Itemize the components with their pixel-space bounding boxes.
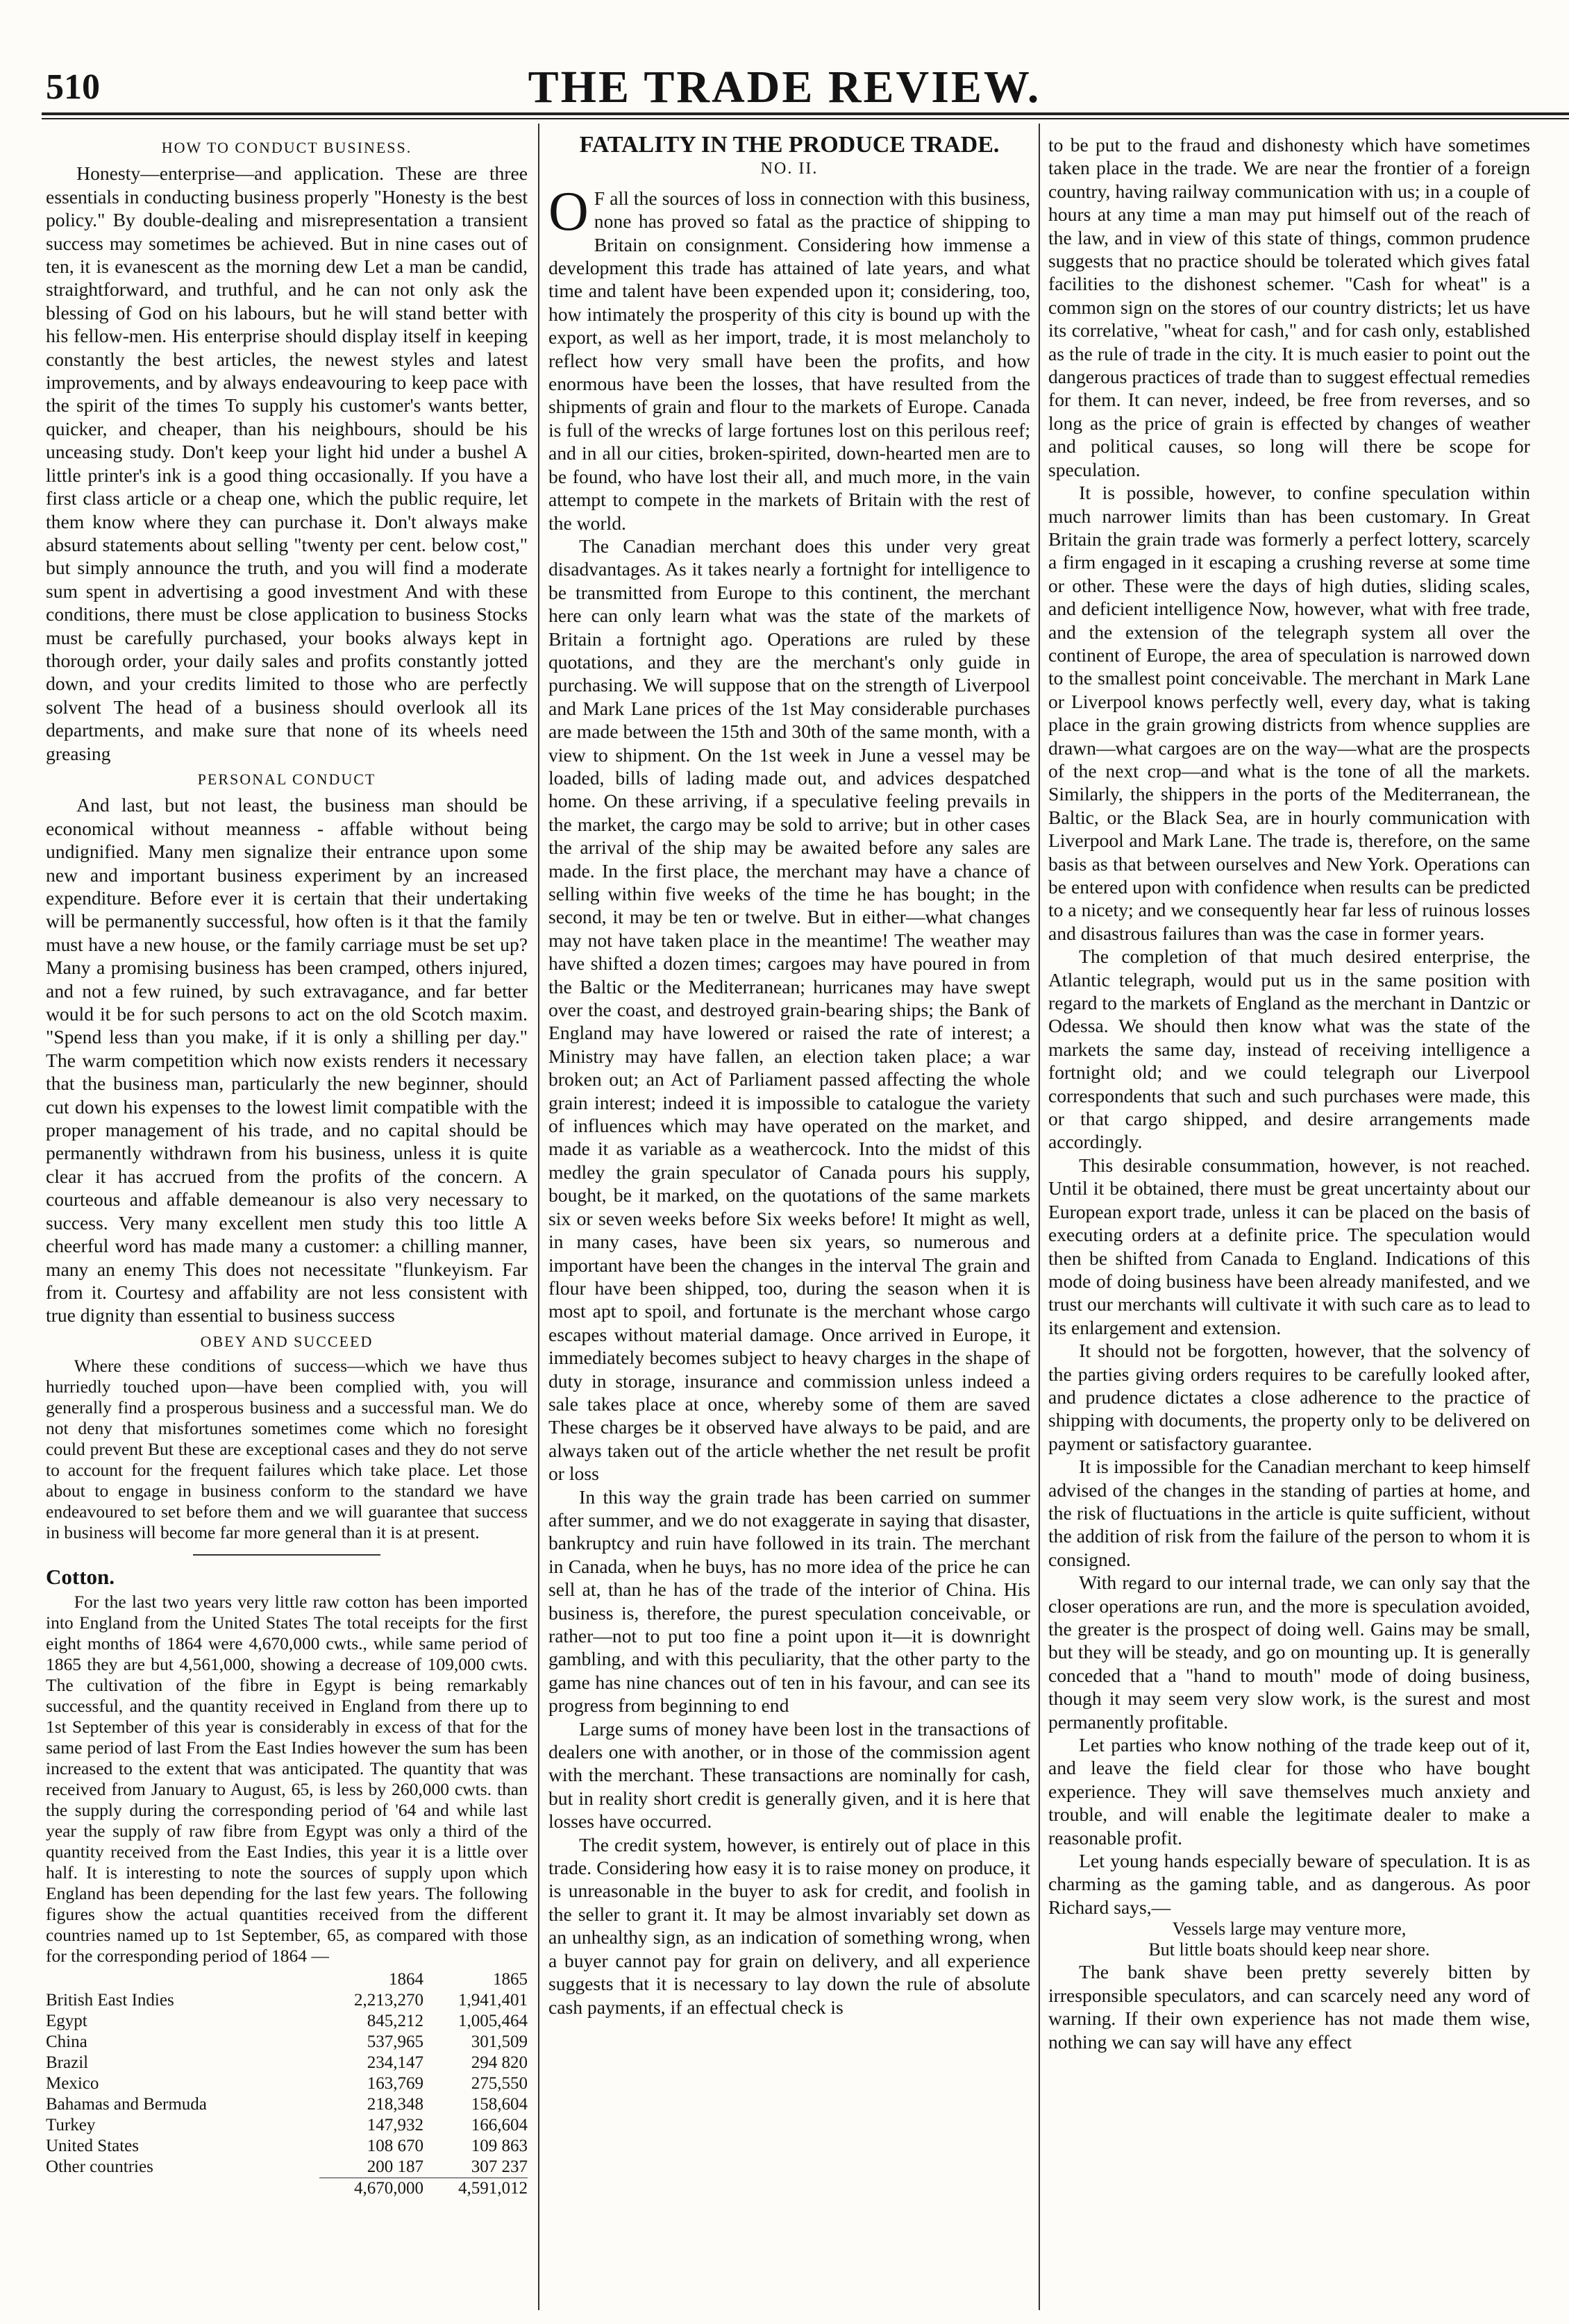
section-subheading: PERSONAL CONDUCT: [197, 770, 376, 788]
paragraph: The credit system, however, is entirely out of place in this trade. Considering how easy it is to raise money on produce, it is unreasonable in the buyer to ask for credit, and foolish in the seller to grant it. It may be almost invariably set down as an unhealthy sign, as an indication of something wrong, when a buyer cannot pay for grain on delivery, and all experience suggests that it is necessary to lay down the rule of absolute cash payments, if an effectual check is: [548, 1833, 1030, 2018]
verse-line: Vessels large may venture more,: [1172, 1919, 1407, 1939]
total-1865: 4,591,012: [423, 2178, 528, 2199]
drop-cap: O: [548, 180, 589, 242]
article-number: NO. II.: [760, 160, 819, 178]
continued-article-title: HOW TO CONDUCT BUSINESS.: [161, 139, 412, 156]
paragraph: to be put to the fraud and dishonesty which have sometimes taken place in the trade. We are near the frontier of a foreign country, having railway communication with us; in a couple of hours at any time a man may put himself out of the reach of the law, and in view of this state of things, common prudence suggests that no practice should be tolerated which gives fatal facilities to the dishonest schemer. "Cash for wheat" is a common sign on the stores of our country districts; let us have its correlative, "wheat for cash," and for cash only, established as the rule of trade in the city. It is much easier to point out the dangerous practices of trade than to suggest effectual remedies for them. It can never, indeed, be free from reverses, and so long as the price of grain is effected by changes of weather and political causes, so long will there be scope for speculation.: [1048, 134, 1530, 480]
paragraph: The bank shave been pretty severely bitten by irresponsible speculators, and can scarcely need any word of warning. If their own experience has not made them wise, nothing we can say will have any effect: [1048, 1961, 1530, 2053]
page-number: 510: [46, 67, 100, 107]
cotton-imports-table: [46, 1969, 528, 2199]
paragraph: It is possible, however, to confine speculation within much narrower limits than has been customary. In Great Britain the grain trade was formerly a perfect lottery, scarcely a firm engaged in it escaping a crushing reverse at some time or other. These were the days of high duties, sliding scales, and deficient intelligence Now, however, what with free trade, and the extension of the telegraph system all over the continent of Europe, the area of speculation is narrowed down to the smallest point conceivable. The merchant in Mark Lane or Liverpool knows perfectly well, every day, what is taking place in the grain growing districts from whence supplies are drawn—what cargoes are on the way—what are the prospects of the next crop—and what is the tone of all the markets. Similarly, the shippers in the ports of the Mediterranean, the Baltic, or the Black Sea, are in hourly communication with Liverpool and Mark Lane. The trade is, therefore, on the same basis as that between ourselves and New York. Operations can be entered upon with confidence when results can be predicted to a nicety; and we consequently hear far less of ruinous losses and disastrous failures than was the case in former years.: [1048, 482, 1530, 944]
header-rule: [42, 112, 1569, 115]
paragraph: And last, but not least, the business man should be economical without meanness - affable without being undignified. Many men signalize their entrance upon some new and important business experiment by an increased expenditure. Before ever it is certain that their undertaking will be permanently successful, how often is it that the family must have a new house, or the family carriage must be set up? Many a promising business has been cramped, others injured, and not a few ruined, by such extravagance, and far better would it be for such persons to act on the old Scotch maxim. "Spend less than you make, if it is only a shilling per day." The warm competition which now exists renders it necessary that the business man, particularly the new beginner, should cut down his expenses to the lowest limit compatible with the proper management of his trade, and no capital should be permanently withdrawn from his business, unless it is quite clear it has accrued from the profits of the concern. A courteous and affable demeanour is also very necessary to success. Very many excellent men study this too little A cheerful word has made many a customer: a chilling manner, many an enemy This does not necessitate "flunkeyism. Far from it. Courtesy and affability are not less consistent with true dignity than essential to business success: [46, 794, 528, 1327]
year-header: 1864: [389, 1969, 423, 1989]
table-row: Bahamas and Bermuda 218,348 158,604: [46, 2094, 528, 2114]
table-header-row: [46, 1969, 528, 1990]
paragraph: In this way the grain trade has been carried on summer after summer, and we do not exaggerate in saying that disaster, bankruptcy and ruin have followed in its train. The merchant in Canada, when he buys, has no more idea of the price he can sell at, than he has of the trade of the interior of China. His business is, therefore, the purest speculation conceivable, or rather—not to put too fine a point upon it—it is downright gambling, and with this peculiarity, that the other party to the game has nine chances out of ten in his favour, and can see its progress from beginning to end: [548, 1485, 1030, 1717]
table-row: Other countries 200 187 307 237: [46, 2157, 528, 2176]
table-row: Turkey 147,932 166,604: [46, 2115, 528, 2134]
paragraph: Let parties who know nothing of the trade keep out of it, and leave the field clear for those who have bought experience. They will save themselves much anxiety and trouble, and will enable the legitimate dealer to make a reasonable profit.: [1048, 1734, 1530, 1849]
table-row: United States 108 670 109 863: [46, 2136, 528, 2155]
total-1864: 4,670,000: [319, 2178, 423, 2199]
column-divider: [538, 124, 539, 2310]
table-row: Brazil 234,147 294 820: [46, 2053, 528, 2072]
paragraph: The completion of that much desired enterprise, the Atlantic telegraph, would put us in the same position with regard to the markets of England as the merchant in Dantzic or Odessa. We should then know what was the state of the markets the same day, instead of receiving intelligence a fortnight old; and we could telegraph our Liverpool correspondents that such and such purchases were made, this or that cargo shipped, and desire arrangements made accordingly.: [1048, 945, 1530, 1153]
paragraph: Where these conditions of success—which we have thus hurriedly touched upon—have been complied with, you will generally find a prosperous business and a successful man. We do not deny that misfortunes sometimes come which no foresight could prevent But these are exceptional cases and they do not serve to account for the frequent failures which take place. Let those about to engage in business conform to the standard we have endeavoured to set before them and we will guarantee that success in business will become far more general than it is at present.: [46, 1356, 528, 1543]
paragraph: Honesty—enterprise—and application. These are three essentials in conducting business properly "Honesty is the best policy." By double-dealing and misrepresentation a transient success may sometimes be achieved. But in nine cases out of ten, it is evanescent as the morning dew Let a man be candid, straightforward, and truthful, and he can not only ask the blessing of God on his labours, but he will stand better with his fellow-men. His enterprise should display itself in keeping constantly the best articles, the newest styles and latest improvements, and by always endeavouring to keep pace with the spirit of the times To supply his customer's wants better, quicker, and cheaper, than his neighbours, should be his unceasing study. Don't keep your light hid under a bushel A little printer's ink is a good thing occasionally. If you have a first class article or a cheap one, which the public require, let them know where they can purchase it. Don't always make absurd statements about selling "twenty per cent. below cost," but simply announce the truth, and you will find a moderate sum spent in advertising a good investment And with these conditions, there must be close application to business Stocks must be carefully purchased, your books always kept in thorough order, your daily sales and profits constantly jotted down, and your credits limited to those who are perfectly solvent The head of a business should overlook all its departments, and make sure that none of its wheels need greasing: [46, 162, 528, 764]
paragraph: For the last two years very little raw cotton has been imported into England from the United States The total receipts for the first eight months of 1864 were 4,670,000 cwts., while same period of 1865 they are but 4,561,000, showing a decrease of 109,000 cwts. The cultivation of the fibre in Egypt is being remarkably successful, and the quantity received in England from there up to 1st September of this year is considerably in excess of that for the same period of last From the East Indies however the sum has been increased to the extent that was anticipated. The quantity that was received from January to August, 65, is less by 260,000 cwts. than the supply during the corresponding period of '64 and while last year the supply of raw fibre from Egypt was only a third of the quantity received from the East Indies, this year it is a little over half. It is interesting to note the sources of supply upon which England has been depending for the last few years. The following figures show the actual quantities received from the different countries named up to 1st September, 65, as compared with those for the corresponding period of 1864 —: [46, 1591, 528, 1966]
article-heading-cotton: Cotton.: [46, 1565, 115, 1590]
paragraph: Let young hands especially beware of speculation. It is as charming as the gaming table, and as dangerous. As poor Richard says,—: [1048, 1850, 1530, 1918]
column-divider: [1039, 124, 1040, 2310]
paragraph: It is impossible for the Canadian merchant to keep himself advised of the changes in the standing of parties at home, and the risk of fluctuations in the article is quite sufficient, without the addition of risk from the failure of the person to whom it is consigned.: [1048, 1456, 1530, 1570]
verse-line: But little boats should keep near shore.: [1148, 1939, 1430, 1960]
year-header: 1865: [493, 1969, 528, 1989]
section-subheading: OBEY AND SUCCEED: [200, 1332, 374, 1350]
table-row: Egypt 845,212 1,005,464: [46, 2011, 528, 2030]
paragraph: With regard to our internal trade, we can only say that the closer operations are run, and the more is speculation avoided, the greater is the prospect of doing well. Gains may be small, but they will be steady, and go on mounting up. It is generally conceded that a "hand to mouth" mode of doing business, though it may seem very slow work, is the surest and most permanently profitable.: [1048, 1572, 1530, 1733]
article-divider: [193, 1554, 380, 1556]
table-row: China 537,965 301,509: [46, 2032, 528, 2051]
paragraph: This desirable consummation, however, is not reached. Until it be obtained, there must be great uncertainty about our European export trade, unless it can be placed on the basis of executing orders at a definite price. The speculation would then be shifted from Canada to England. Indications of this mode of doing business have been already manifested, and we trust our merchants will cultivate it with such care as to lead to its enlargement and extension.: [1048, 1154, 1530, 1338]
column-right: [1048, 133, 1530, 2313]
paragraph: O F all the sources of loss in connection with this business, none has proved so fatal as the practice of shipping to Britain on consignment. Considering how immense a development this trade has attained of late years, and what time and talent have been expended upon it; considering, too, how intimately the prosperity of this city is bound up with the export, as well as her import, trade, it is most melancholy to reflect how very small have been the profits, and how enormous have been the losses, that have resulted from the shipments of grain and flour to the markets of Europe. Canada is full of the wrecks of large fortunes lost on this perilous reef; and in all our cities, broken-spirited, down-hearted men are to be found, who have lost their all, and much more, in the vain attempt to compete in the markets of Britain with the rest of the world.: [548, 180, 1030, 534]
article-heading: FATALITY IN THE PRODUCE TRADE.: [579, 133, 1000, 158]
table-total-row: [46, 2178, 528, 2199]
table-row: British East Indies 2,213,270 1,941,401: [46, 1990, 528, 2010]
table-row: Mexico 163,769 275,550: [46, 2073, 528, 2093]
paragraph: Large sums of money have been lost in the transactions of dealers one with another, or in those of the commission agent with the merchant. These transactions are nominally for cash, but in reality short credit is generally given, and it is here that losses have occurred.: [548, 1717, 1030, 1833]
paper-title: THE TRADE REVIEW.: [528, 62, 1041, 112]
column-middle: [548, 133, 1030, 2313]
header-rule-thin: [42, 118, 1569, 119]
column-left: [46, 133, 528, 2313]
masthead: [0, 0, 1569, 125]
paragraph: The Canadian merchant does this under very great disadvantages. As it takes nearly a fortnight for intelligence to be transmitted from Europe to this continent, the merchant here can only learn what was the state of the markets of Britain a fortnight ago. Operations are ruled by these quotations, and they are the merchant's only guide in purchasing. We will suppose that on the strength of Liverpool and Mark Lane prices of the 1st May considerable purchases are made between the 15th and 30th of the same month, with a view to shipment. On the 1st week in June a vessel may be loaded, bills of lading made out, and advices despatched home. On these arriving, if a speculative feeling prevails in the market, the cargo may be sold to arrive; but in other cases the arrival of the ship may be awaited before any sales are made. In the first place, the merchant may have a chance of selling within five weeks of the time he has bought; in the second, it may be ten or twelve. But in either—what changes may not have taken place in the meantime! The weather may have shifted a dozen times; cargoes may have poured in from the Baltic or the Mediterranean; hurricanes may have swept over the coast, and destroyed grain-bearing ships; the Bank of England may have lowered or raised the rate of interest; a Ministry may have fallen, an election taken place; a war broken out; an Act of Parliament passed affecting the whole grain interest; indeed it is impossible to catalogue the variety of influences which may have operated on the market, and made it as variable as a weathercock. Into the midst of this medley the grain speculator of Canada pours his supply, bought, be it marked, on the quotations of the same markets six or seven weeks before Six weeks before! It might as well, in many cases, have been six years, so numerous and important have been the changes in the interval The grain and flour have been shipped, too, during the season when it is most apt to spoil, and fortunate is the merchant whose cargo escapes without material damage. Once arrived in Europe, it immediately becomes subject to heavy charges in the shape of duty in storage, insurance and commission unless indeed a sale takes place at once, whereby some of them are saved These charges be it observed have always to be paid, and are always taken out of the article whether the net result be profit or loss: [548, 534, 1030, 1485]
paragraph: It should not be forgotten, however, that the solvency of the parties giving orders requires to be carefully looked after, and prudence dictates a close adherence to the practice of shipping with documents, the property only to be delivered on payment or satisfactory guarantee.: [1048, 1340, 1530, 1454]
